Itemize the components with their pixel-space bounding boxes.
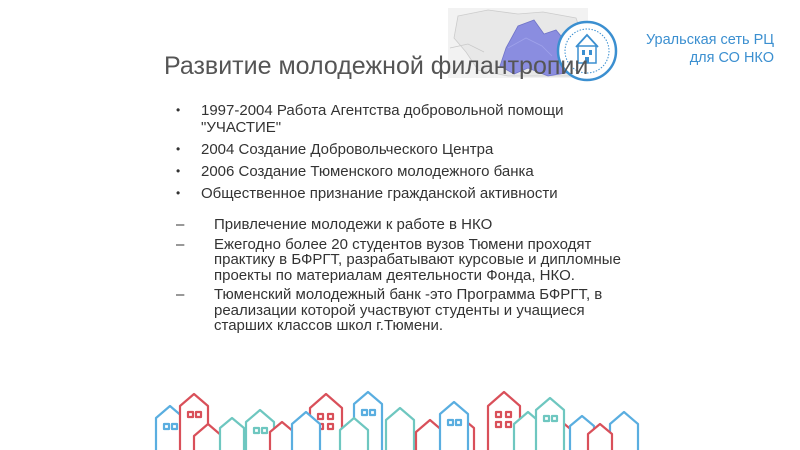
bullet-icon: • (176, 186, 181, 200)
bullet-text: Общественное признание гражданской активности (201, 185, 558, 202)
bullet-icon: • (176, 103, 181, 117)
sub-item (176, 287, 646, 334)
bullet-icon: • (176, 142, 181, 156)
bullet-text: 2004 Создание Добровольческого Центра (201, 141, 494, 158)
dash-icon: – (176, 235, 185, 253)
bullet-list (176, 102, 636, 207)
sub-item (176, 237, 646, 284)
sub-item-text: Тюменский молодежный банк -это Программа БФРГТ, в реализации которой участвуют студенты и учащиеся старших классов школ г.Тюмени. (214, 286, 603, 334)
bullet-item (176, 185, 636, 202)
sub-item-text: Ежегодно более 20 студентов вузов Тюмени проходят практику в БФРГТ, разрабатывают курсовые и дипломные проекты по материалам деятельности Фонда, НКО. (214, 235, 621, 284)
bullet-item (176, 102, 636, 136)
houses-decoration-icon (150, 388, 650, 450)
bullet-item (176, 141, 636, 158)
sub-item-list (176, 217, 646, 338)
brand-label (646, 31, 774, 67)
bullet-text: 2006 Создание Тюменского молодежного банка (201, 163, 534, 180)
brand-line-1: Уральская сеть РЦ (645, 32, 774, 48)
dash-icon: – (176, 286, 185, 303)
sub-item (176, 217, 646, 233)
brand-line-2: для СО НКО (689, 50, 774, 66)
slide-title: Развитие молодежной филантропии (164, 52, 589, 80)
dash-icon: – (176, 216, 185, 233)
bullet-icon: • (176, 164, 181, 178)
bullet-text: 1997-2004 Работа Агентства добровольной помощи "УЧАСТИЕ" (201, 102, 564, 136)
sub-item-text: Привлечение молодежи к работе в НКО (214, 216, 493, 233)
bullet-item (176, 163, 636, 180)
